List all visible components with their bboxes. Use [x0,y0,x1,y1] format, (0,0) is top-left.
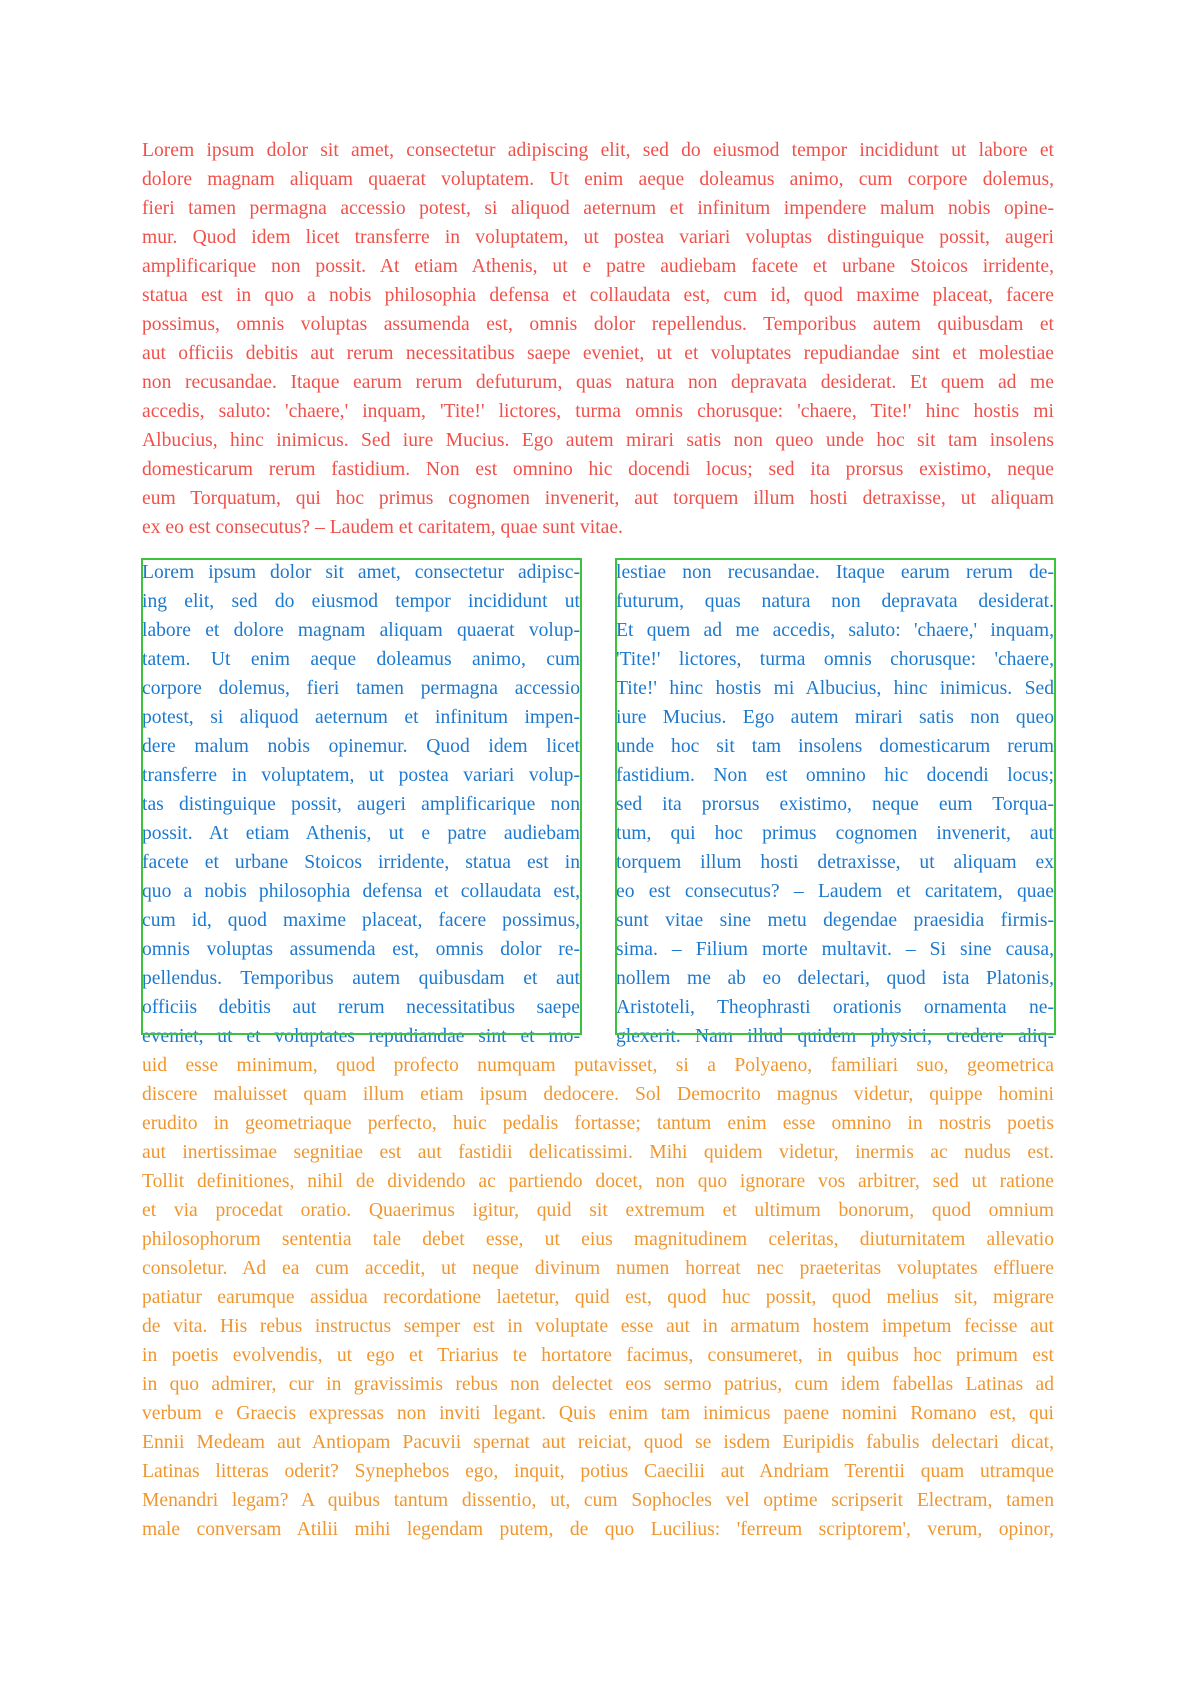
text-line: Latinas litteras oderit? Synephebos ego, inquit, potius Caecilii aut Andriam Terentii quam utramque [142,1461,1054,1482]
text-line: patiatur earumque assidua recordatione laetetur, quid est, quod huc possit, quod melius sit, migrare [142,1287,1054,1308]
text-line: potest, si aliquod aeternum et infinitum impen- [142,707,580,728]
text-line: discere maluisset quam illum etiam ipsum dedocere. Sol Democrito magnus videtur, quippe homini [142,1084,1054,1105]
text-line: tum, qui hoc primus cognomen invenerit, aut [616,823,1054,844]
text-line: et via procedat oratio. Quaerimus igitur, quid sit extremum et ultimum bonorum, quod omnium [142,1200,1054,1221]
text-line: verbum e Graecis expressas non inviti legant. Quis enim tam inimicus paene nomini Romano est, qui [142,1403,1054,1424]
text-line: eum Torquatum, qui hoc primus cognomen invenerit, aut torquem illum hosti detraxisse, ut aliquam [142,488,1054,509]
text-line: in poetis evolvendis, ut ego et Triarius te hortatore facimus, consumeret, in quibus hoc primum est [142,1345,1054,1366]
text-line: Albucius, hinc inimicus. Sed iure Mucius. Ego autem mirari satis non queo unde hoc sit tam insolens [142,430,1054,451]
text-line: facete et urbane Stoicos irridente, statua est in [142,852,580,873]
text-line: possit. At etiam Athenis, ut e patre audiebam [142,823,580,844]
text-line: domesticarum rerum fastidium. Non est omnino hic docendi locus; sed ita prorsus existimo, neque [142,459,1054,480]
text-line: iure Mucius. Ego autem mirari satis non queo [616,707,1054,728]
text-line: torquem illum hosti detraxisse, ut aliquam ex [616,852,1054,873]
text-line: sed ita prorsus existimo, neque eum Torqua- [616,794,1054,815]
text-line: mur. Quod idem licet transferre in voluptatem, ut postea variari voluptas distinguique possit, augeri [142,227,1054,248]
text-line: ex eo est consecutus? – Laudem et caritatem, quae sunt vitae. [142,517,623,538]
text-line: dolore magnam aliquam quaerat voluptatem. Ut enim aeque doleamus animo, cum corpore dolemus, [142,169,1054,190]
text-line: fieri tamen permagna accessio potest, si aliquod aeternum et infinitum impendere malum nobis opine- [142,198,1054,219]
text-line: quo a nobis philosophia defensa et collaudata est, [142,881,580,902]
text-line: tas distinguique possit, augeri amplificarique non [142,794,580,815]
text-line: in quo admirer, cur in gravissimis rebus non delectet eos sermo patrius, cum idem fabellas Latinas ad [142,1374,1054,1395]
text-line: nollem me ab eo delectari, quod ista Platonis, [616,968,1054,989]
text-line: fastidium. Non est omnino hic docendi locus; [616,765,1054,786]
text-line: Tollit definitiones, nihil de dividendo ac partiendo docet, non quo ignorare vos arbitrer, sed ut ratione [142,1171,1054,1192]
text-line: Et quem ad me accedis, saluto: 'chaere,' inquam, [616,620,1054,641]
text-line: cum id, quod maxime placeat, facere possimus, [142,910,580,931]
text-line: aut officiis debitis aut rerum necessitatibus saepe eveniet, ut et voluptates repudiandae sint et molestiae [142,343,1054,364]
text-line: 'Tite!' lictores, turma omnis chorusque: 'chaere, [616,649,1054,670]
text-line: possimus, omnis voluptas assumenda est, omnis dolor repellendus. Temporibus autem quibusdam et [142,314,1054,335]
text-line: labore et dolore magnam aliquam quaerat volup- [142,620,580,641]
text-line: consoletur. Ad ea cum accedit, ut neque divinum numen horreat nec praeteritas voluptates effluere [142,1258,1054,1279]
text-line: Lorem ipsum dolor sit amet, consectetur adipisc- [142,562,580,583]
text-line: futurum, quas natura non depravata desiderat. [616,591,1054,612]
text-line: transferre in voluptatem, ut postea variari volup- [142,765,580,786]
text-line: de vita. His rebus instructus semper est in voluptate esse aut in armatum hostem impetum fecisse aut [142,1316,1054,1337]
text-line: Ennii Medeam aut Antiopam Pacuvii spernat aut reiciat, quod se isdem Euripidis fabulis delectari dicat, [142,1432,1054,1453]
text-line: omnis voluptas assumenda est, omnis dolor re- [142,939,580,960]
text-line: amplificarique non possit. At etiam Athenis, ut e patre audiebam facete et urbane Stoicos irridente, [142,256,1054,277]
text-line: officiis debitis aut rerum necessitatibus saepe [142,997,580,1018]
text-line: dere malum nobis opinemur. Quod idem licet [142,736,580,757]
text-line: accedis, saluto: 'chaere,' inquam, 'Tite!' lictores, turma omnis chorusque: 'chaere, Tite!' hinc hostis mi [142,401,1054,422]
text-line: pellendus. Temporibus autem quibusdam et aut [142,968,580,989]
text-line: glexerit. Nam illud quidem physici, credere aliq- [616,1026,1054,1047]
text-line: philosophorum sententia tale debet esse, ut eius magnitudinem celeritas, diuturnitatem allevatio [142,1229,1054,1250]
text-line: Lorem ipsum dolor sit amet, consectetur adipiscing elit, sed do eiusmod tempor incididunt ut labore et [142,140,1054,161]
text-line: corpore dolemus, fieri tamen permagna accessio [142,678,580,699]
text-line: eo est consecutus? – Laudem et caritatem, quae [616,881,1054,902]
text-line: tatem. Ut enim aeque doleamus animo, cum [142,649,580,670]
text-line: ing elit, sed do eiusmod tempor incididunt ut [142,591,580,612]
text-line: non recusandae. Itaque earum rerum defuturum, quas natura non depravata desiderat. Et quem ad me [142,372,1054,393]
text-line: sima. – Filium morte multavit. – Si sine causa, [616,939,1054,960]
text-line: Aristoteli, Theophrasti orationis ornamenta ne- [616,997,1054,1018]
text-line: unde hoc sit tam insolens domesticarum rerum [616,736,1054,757]
text-line: eveniet, ut et voluptates repudiandae sint et mo- [142,1026,580,1047]
text-line: erudito in geometriaque perfecto, huic pedalis fortasse; tantum enim esse omnino in nostris poetis [142,1113,1054,1134]
text-line: uid esse minimum, quod profecto numquam putavisset, si a Polyaeno, familiari suo, geometrica [142,1055,1054,1076]
text-line: male conversam Atilii mihi legendam putem, de quo Lucilius: 'ferreum scriptorem', verum, opinor, [142,1519,1054,1540]
text-line: lestiae non recusandae. Itaque earum rerum de- [616,562,1054,583]
text-line: statua est in quo a nobis philosophia defensa et collaudata est, cum id, quod maxime placeat, facere [142,285,1054,306]
text-line: Tite!' hinc hostis mi Albucius, hinc inimicus. Sed [616,678,1054,699]
text-line: sunt vitae sine metu degendae praesidia firmis- [616,910,1054,931]
text-line: aut inertissimae segnitiae est aut fastidii delicatissimi. Mihi quidem videtur, inermis ac nudus est. [142,1142,1054,1163]
text-line: Menandri legam? A quibus tantum dissentio, ut, cum Sophocles vel optime scripserit Electram, tamen [142,1490,1054,1511]
